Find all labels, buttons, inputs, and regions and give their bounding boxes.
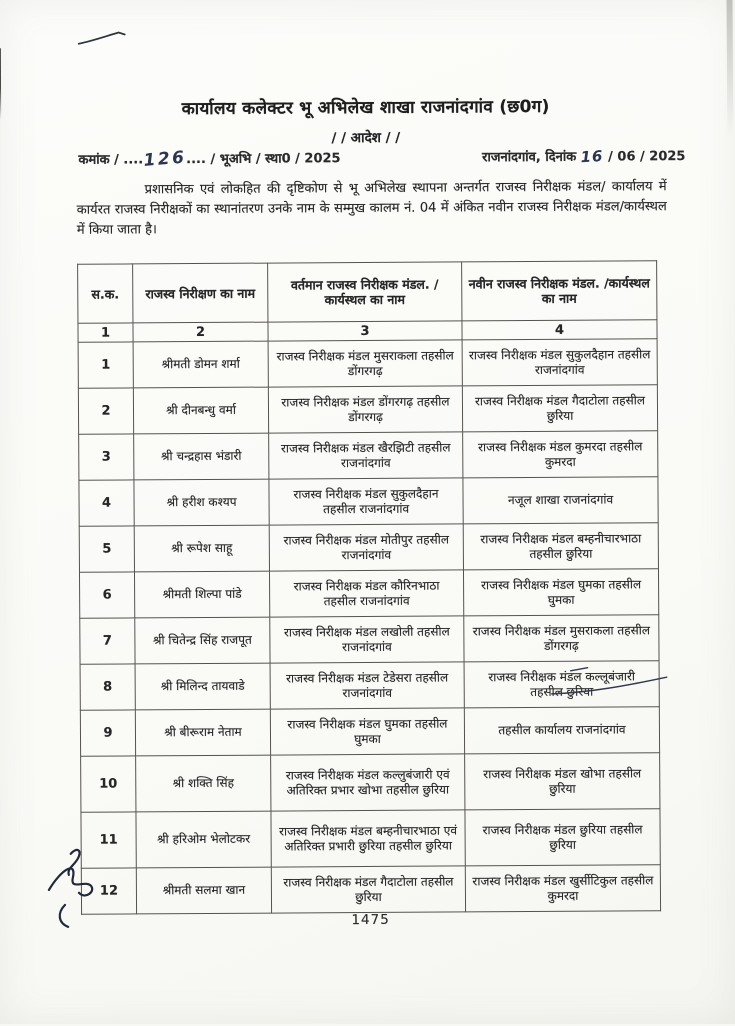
cell-serial: 11 — [81, 812, 136, 868]
table-row — [79, 569, 658, 619]
scan-edge-artifact-left — [0, 48, 1, 120]
reference-line — [78, 145, 685, 169]
cell-serial: 1 — [78, 342, 133, 388]
table-row — [80, 707, 659, 757]
cell-current-posting: राजस्व निरीक्षक मंडल मुसराकला तहसील डोंगरगढ़ — [268, 340, 462, 387]
order-heading: / / आदेश / / — [331, 129, 401, 147]
cell-current-posting: राजस्व निरीक्षक मंडल लखोली तहसील राजनांदगांव — [270, 616, 464, 663]
cell-serial: 10 — [81, 756, 136, 812]
table-row — [78, 339, 657, 389]
cell-current-posting: राजस्व निरीक्षक मंडल मोतीपुर तहसील राजनांदगांव — [269, 524, 463, 571]
reference-suffix: .... / भूअभि / स्था0 / 2025 — [186, 151, 341, 168]
table-row — [79, 477, 658, 527]
cell-new-posting: राजस्व निरीक्षक मंडल घुमका तहसील घुमका — [463, 569, 658, 616]
cell-serial: 7 — [80, 618, 135, 664]
cell-inspector-name: श्रीमती डोमन शर्मा — [133, 341, 268, 388]
cell-new-posting: राजस्व निरीक्षक मंडल मुसराकला तहसील डोंगरगढ़ — [464, 615, 659, 662]
handwritten-date-day: 16 — [580, 146, 605, 167]
table-row — [80, 615, 659, 665]
table-header-row — [78, 261, 657, 324]
cell-new-posting: राजस्व निरीक्षक मंडल कल्लूबंजारी तहसील छुरिया — [464, 661, 659, 708]
cell-new-posting: राजस्व निरीक्षक मंडल खुर्सीटिकुल तहसील कुमरदा — [465, 865, 660, 912]
cell-new-posting: राजस्व निरीक्षक मंडल सुकुलदैहान तहसील राजनांदगांव — [462, 339, 657, 386]
cell-serial: 2 — [78, 388, 133, 434]
cell-serial: 12 — [81, 868, 136, 914]
cell-new-posting: राजस्व निरीक्षक मंडल गैदाटोला तहसील छुरिया — [462, 385, 657, 432]
scan-edge-artifact-right — [726, 0, 733, 138]
cell-inspector-name: श्री चितेन्द्र सिंह राजपूत — [135, 617, 270, 664]
column-number: 1 — [78, 323, 133, 342]
table-row — [81, 865, 660, 915]
table-row — [80, 661, 659, 711]
reference-prefix: कमांक / .... — [78, 152, 144, 168]
cell-new-posting: नजूल शाखा राजनांदगांव — [463, 477, 658, 524]
page-number: 1475 — [351, 911, 390, 929]
reference-number-group — [78, 147, 340, 169]
cell-current-posting: राजस्व निरीक्षक मंडल सुकुलदैहान तहसील राजनांदगांव — [269, 478, 463, 525]
table-row — [81, 809, 660, 869]
table-body — [78, 339, 660, 915]
header-inspector-name: राजस्व निरीक्षण का नाम — [133, 263, 268, 323]
cell-inspector-name: श्री रूपेश साहू — [134, 525, 269, 572]
cell-current-posting: राजस्व निरीक्षक मंडल बम्हनीचारभाठा एवं अतिरिक्त प्रभारी छुरिया तहसील छुरिया — [271, 810, 465, 867]
cell-inspector-name: श्री मिलिन्द तायवाडे — [135, 663, 270, 710]
cell-current-posting: राजस्व निरीक्षक मंडल घुमका तहसील घुमका — [270, 708, 464, 755]
cell-serial: 4 — [79, 480, 134, 526]
cell-current-posting: राजस्व निरीक्षक मंडल कौरिनभाठा तहसील राजनांदगांव — [269, 570, 463, 617]
header-current-posting: वर्तमान राजस्व निरीक्षक मंडल. /कार्यस्थल का नाम — [268, 262, 462, 322]
cell-inspector-name: श्री बीरूराम नेताम — [135, 709, 270, 756]
cell-inspector-name: श्री दीनबन्धु वर्मा — [133, 387, 268, 434]
header-new-posting: नवीन राजस्व निरीक्षक मंडल. /कार्यस्थल का नाम — [462, 261, 657, 321]
cell-new-posting: राजस्व निरीक्षक मंडल कुमरदा तहसील कुमरदा — [463, 431, 658, 478]
cell-new-posting: राजस्व निरीक्षक मंडल छुरिया तहसील छुरिया — [465, 809, 660, 866]
page-title: कार्यालय कलेक्टर भू अभिलेख शाखा राजनांदगांव (छ0ग) — [181, 96, 550, 120]
column-number: 4 — [462, 320, 657, 340]
cell-serial: 6 — [79, 572, 134, 618]
cell-serial: 3 — [79, 434, 134, 480]
cell-inspector-name: श्री हरिओम भेलोटकर — [136, 811, 271, 868]
column-number: 3 — [268, 321, 462, 341]
cell-current-posting: राजस्व निरीक्षक मंडल टेडेसरा तहसील राजनांदगांव — [270, 662, 464, 709]
cell-current-posting: राजस्व निरीक्षक मंडल कल्लुबंजारी एवं अतिरिक्त प्रभार खोभा तहसील छुरिया — [271, 754, 465, 811]
table-row — [81, 753, 660, 813]
cell-current-posting: राजस्व निरीक्षक मंडल खैरझिटी तहसील राजनांदगांव — [269, 432, 463, 479]
table-row — [79, 523, 658, 573]
table-row — [79, 431, 658, 481]
cell-serial: 9 — [80, 710, 135, 756]
cell-current-posting: राजस्व निरीक्षक मंडल डोंगरगढ़ तहसील डोंगरगढ़ — [268, 386, 462, 433]
cell-inspector-name: श्री हरीश कश्यप — [134, 479, 269, 526]
table-row — [78, 385, 657, 435]
cell-new-posting: राजस्व निरीक्षक मंडल खोभा तहसील छुरिया — [465, 753, 660, 810]
cell-inspector-name: श्री शक्ति सिंह — [136, 755, 271, 812]
cell-current-posting: राजस्व निरीक्षक मंडल गैदाटोला तहसील छुरिया — [271, 866, 465, 913]
transfer-table — [77, 260, 661, 915]
cell-inspector-name: श्रीमती शिल्पा पांडे — [134, 571, 269, 618]
cell-serial: 8 — [80, 664, 135, 710]
date-rest: / 06 / 2025 — [603, 149, 686, 165]
cell-new-posting: तहसील कार्यालय राजनांदगांव — [464, 707, 659, 754]
order-body-paragraph: प्रशासनिक एवं लोकहित की दृष्टिकोण से भू अभिलेख स्थापना अन्तर्गत राजस्व निरीक्षक मंडल/ कार्यालय में कार्यरत राजस्व निरीक्षकों का स्थानांतरण उनके नाम के सम्मुख कालम नं. 04 में अंकित नवीन राजस्व निरीक्षक मंडल/कार्यस्थल में किया जाता है। — [76, 179, 667, 238]
header-serial: स.क. — [78, 264, 133, 323]
place-date-prefix: राजनांदगांव, दिनांक — [482, 149, 581, 166]
pen-stroke-top — [79, 32, 125, 43]
handwritten-reference-number: 126 — [142, 147, 187, 171]
cell-serial: 5 — [79, 526, 134, 572]
place-date-group — [482, 146, 685, 165]
cell-inspector-name: श्रीमती सलमा खान — [136, 867, 271, 914]
cell-new-posting: राजस्व निरीक्षक मंडल बम्हनीचारभाठा तहसील छुरिया — [463, 523, 658, 570]
cell-inspector-name: श्री चन्द्रहास भंडारी — [134, 433, 269, 480]
column-number: 2 — [133, 322, 268, 342]
